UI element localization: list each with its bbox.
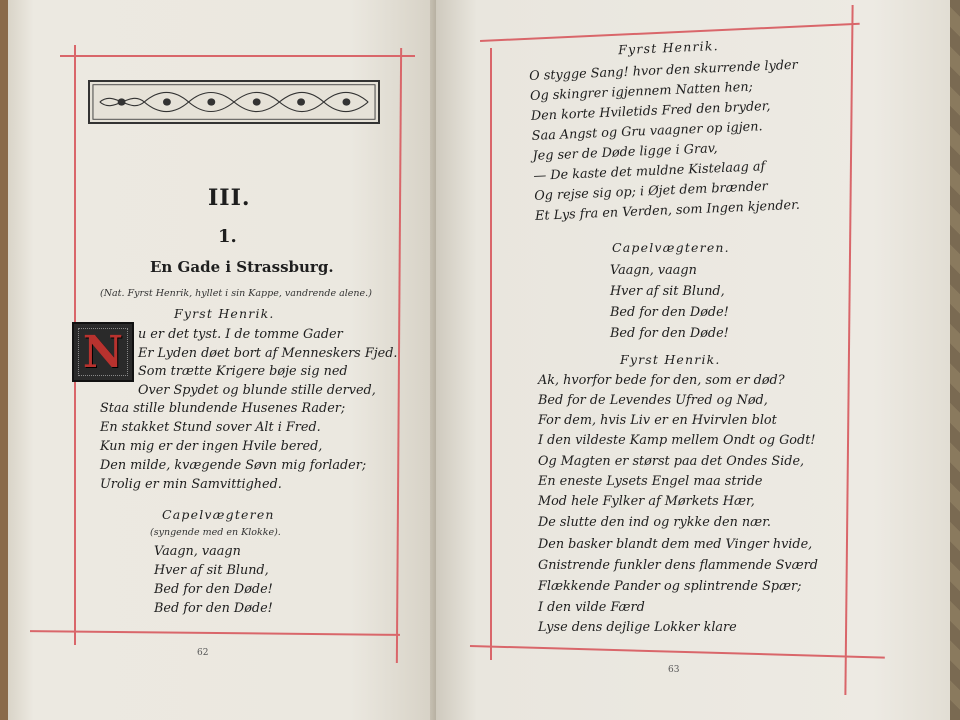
- verse-line: Urolig er min Samvittighed.: [100, 477, 282, 492]
- verse-line: Et Lys fra en Verden, som Ingen kjender.: [534, 197, 801, 224]
- verse-line: Gnistrende funkler dens flammende Sværd: [538, 558, 818, 573]
- verse-line: For dem, hvis Liv er en Hvirvlen blot: [538, 413, 777, 428]
- verse-line: Og rejse sig op; i Øjet dem brænder: [533, 179, 769, 204]
- verse-line: De slutte den ind og rykke den nær.: [538, 515, 771, 530]
- verse-line: Staa stille blundende Husenes Rader;: [100, 401, 346, 416]
- verse-line: u er det tyst. I de tomme Gader: [138, 327, 343, 342]
- verse-line: Som trætte Krigere bøje sig ned: [138, 364, 348, 379]
- verse-line: Over Spydet og blunde stille derved,: [138, 383, 376, 398]
- verse-line: Jeg ser de Døde ligge i Grav,: [532, 141, 718, 164]
- verse-line: Og Magten er størst paa det Ondes Side,: [538, 454, 805, 469]
- verse-line: Vaagn, vaagn: [154, 544, 241, 559]
- verse-line: Den basker blandt dem med Vinger hvide,: [538, 537, 813, 552]
- speaker-label: Capelvægteren.: [612, 240, 730, 255]
- verse-line: Saa Angst og Gru vaagner op igjen.: [531, 119, 763, 144]
- verse-line: En stakket Stund sover Alt i Fred.: [100, 420, 321, 435]
- verse-line: Bed for den Døde!: [610, 326, 729, 341]
- verse-line: — De kaste det muldne Kistelaag af: [533, 159, 766, 184]
- verse-line: Bed for den Døde!: [154, 601, 273, 616]
- page-number: 62: [197, 648, 209, 658]
- verse-line: Hver af sit Blund,: [610, 284, 725, 299]
- verse-line: Bed for de Levendes Ufred og Nød,: [538, 393, 768, 408]
- verse-line: Ak, hvorfor bede for den, som er død?: [538, 373, 785, 388]
- verse-line: Den milde, kvægende Søvn mig forlader;: [100, 458, 367, 473]
- speaker-label: Fyrst Henrik.: [174, 306, 275, 321]
- verse-line: Vaagn, vaagn: [610, 263, 697, 278]
- stage-direction: (syngende med en Klokke).: [150, 527, 281, 538]
- verse-line: Bed for den Døde!: [610, 305, 729, 320]
- verse-line: Bed for den Døde!: [154, 582, 273, 597]
- chapter-number: III.: [208, 185, 251, 211]
- speaker-label: Fyrst Henrik.: [620, 352, 721, 367]
- verse-line: En eneste Lysets Engel maa stride: [538, 474, 763, 489]
- verse-line: Den korte Hviletids Fred den bryder,: [530, 98, 771, 124]
- speaker-label: Capelvægteren: [162, 507, 275, 522]
- verse-line: Mod hele Fylker af Mørkets Hær,: [538, 494, 755, 509]
- drop-cap: [72, 322, 134, 382]
- verse-line: Lyse dens dejlige Lokker klare: [538, 620, 737, 635]
- verse-line: Kun mig er der ingen Hvile bered,: [100, 439, 323, 454]
- scene-heading: En Gade i Strassburg.: [150, 258, 334, 276]
- verse-line: Er Lyden døet bort af Menneskers Fjed.: [138, 346, 398, 361]
- stage-direction: (Nat. Fyrst Henrik, hyllet i sin Kappe, vandrende alene.): [100, 288, 372, 299]
- scene-number: 1.: [218, 226, 237, 247]
- speaker-label: Fyrst Henrik.: [617, 38, 720, 58]
- page-number: 63: [668, 665, 680, 675]
- verse-line: Og skingrer igjennem Natten hen;: [529, 79, 754, 104]
- right-left-rule: [490, 48, 492, 660]
- verse-line: I den vildeste Kamp mellem Ondt og Godt!: [538, 433, 816, 448]
- left-top-rule: [60, 55, 415, 57]
- verse-line: Hver af sit Blund,: [154, 563, 269, 578]
- verse-line: Flækkende Pander og splintrende Spær;: [538, 579, 802, 594]
- ornamental-headpiece: [88, 80, 380, 124]
- drop-cap-letter: N: [82, 326, 124, 378]
- verse-line: I den vilde Færd: [538, 600, 645, 615]
- verse-line: O styggе Sang! hvor den skurrende lyder: [528, 57, 799, 84]
